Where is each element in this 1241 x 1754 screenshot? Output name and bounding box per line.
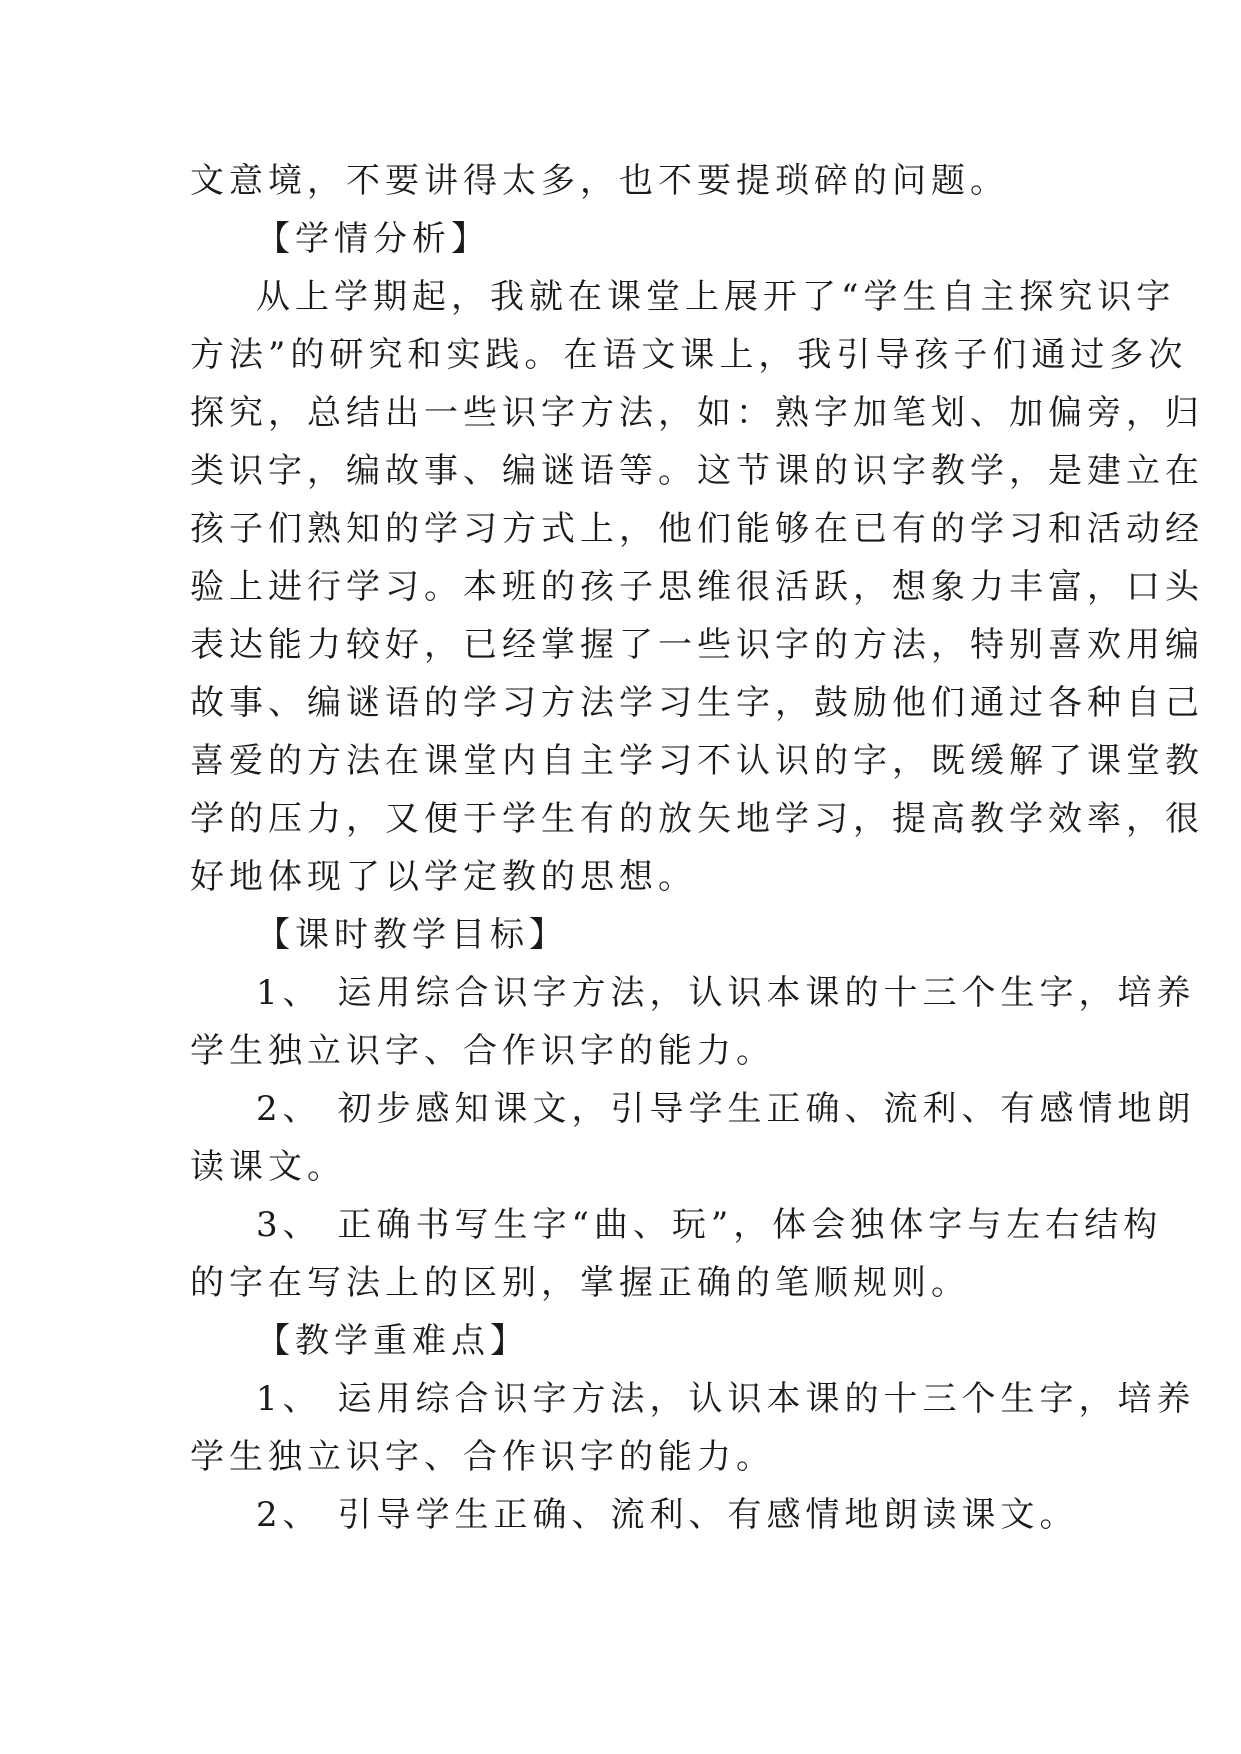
text-line: 故事、编谜语的学习方法学习生字，鼓励他们通过各种自己 bbox=[190, 683, 1204, 723]
text-line: 读课文。 bbox=[190, 1147, 346, 1187]
section-heading-student-analysis: 【学情分析】 bbox=[256, 219, 490, 259]
text-line: 好地体现了以学定教的思想。 bbox=[190, 857, 697, 897]
text-line: 方法”的研究和实践。在语文课上，我引导孩子们通过多次 bbox=[190, 335, 1188, 375]
document-page bbox=[190, 152, 1204, 1544]
text-line: 学生独立识字、合作识字的能力。 bbox=[190, 1031, 775, 1071]
text-line: 孩子们熟知的学习方式上，他们能够在已有的学习和活动经 bbox=[190, 509, 1204, 549]
text-line: 探究，总结出一些识字方法，如：熟字加笔划、加偏旁，归 bbox=[190, 393, 1204, 433]
text-line: 学的压力，又便于学生有的放矢地学习，提高教学效率，很 bbox=[190, 799, 1204, 839]
list-item: 1、 运用综合识字方法，认识本课的十三个生字，培养 bbox=[256, 1379, 1196, 1419]
section-heading-lesson-goals: 【课时教学目标】 bbox=[256, 915, 568, 955]
text-line: 学生独立识字、合作识字的能力。 bbox=[190, 1437, 775, 1477]
list-item: 2、 引导学生正确、流利、有感情地朗读课文。 bbox=[256, 1495, 1079, 1535]
text-line: 的字在写法上的区别，掌握正确的笔顺规则。 bbox=[190, 1263, 970, 1303]
text-line: 类识字，编故事、编谜语等。这节课的识字教学，是建立在 bbox=[190, 451, 1204, 491]
text-line: 验上进行学习。本班的孩子思维很活跃，想象力丰富，口头 bbox=[190, 567, 1204, 607]
text-line: 从上学期起，我就在课堂上展开了“学生自主探究识字 bbox=[256, 277, 1176, 317]
section-heading-key-points: 【教学重难点】 bbox=[256, 1321, 529, 1361]
list-item: 1、 运用综合识字方法，认识本课的十三个生字，培养 bbox=[256, 973, 1196, 1013]
text-line: 喜爱的方法在课堂内自主学习不认识的字，既缓解了课堂教 bbox=[190, 741, 1204, 781]
text-line: 表达能力较好，已经掌握了一些识字的方法，特别喜欢用编 bbox=[190, 625, 1204, 665]
text-line: 文意境，不要讲得太多，也不要提琐碎的问题。 bbox=[190, 161, 1009, 201]
list-item: 3、 正确书写生字“曲、玩”，体会独体字与左右结构 bbox=[256, 1205, 1163, 1245]
list-item: 2、 初步感知课文，引导学生正确、流利、有感情地朗 bbox=[256, 1089, 1196, 1129]
